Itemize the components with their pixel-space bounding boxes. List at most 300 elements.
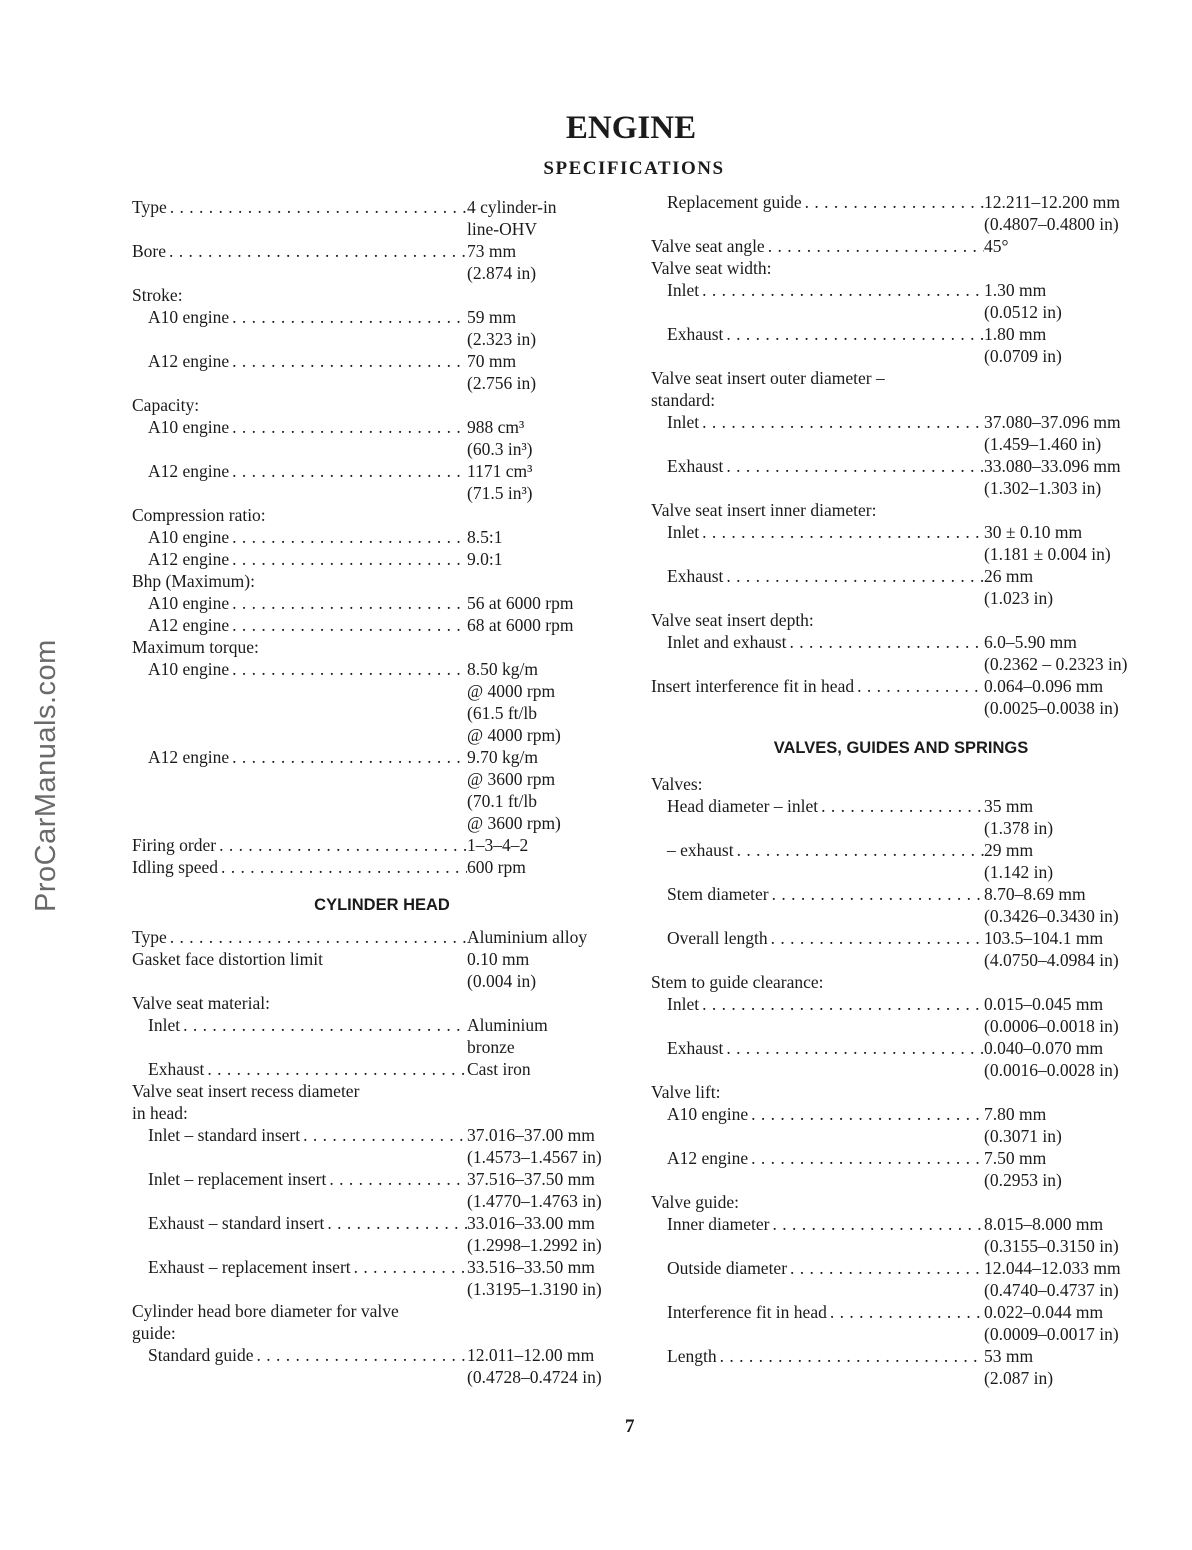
valve-seat-spec-list: [651, 191, 1151, 719]
spec-value: 103.5–104.1 mm: [984, 928, 1104, 948]
spec-value-cell: [467, 1168, 632, 1212]
spec-row: [132, 746, 632, 834]
spec-label: Type: [132, 197, 167, 217]
spec-value: 6.0–5.90 mm: [984, 632, 1077, 652]
spec-label-cell: [651, 675, 984, 719]
leader-dots: [170, 196, 467, 240]
leader-dots: [219, 834, 467, 856]
spec-value: 12.211–12.200 mm: [984, 192, 1120, 212]
spec-label-cell: [132, 926, 467, 948]
leader-dots: [726, 565, 984, 609]
spec-row: [132, 1212, 632, 1256]
spec-label-cell: [132, 1124, 467, 1168]
spec-value: (1.3195–1.3190 in): [467, 1279, 602, 1299]
spec-label: A10 engine: [148, 417, 230, 437]
leader-dots: [327, 1212, 467, 1256]
leader-dots: [183, 1014, 467, 1058]
spec-value: (0.0512 in): [984, 302, 1062, 322]
spec-group-heading: Valves:: [651, 774, 703, 794]
spec-row: [132, 196, 632, 240]
spec-value: 12.044–12.033 mm: [984, 1258, 1121, 1278]
spec-label-cell: [132, 856, 467, 878]
leader-dots: [702, 279, 984, 323]
leader-dots: [232, 350, 467, 394]
spec-label: Inlet: [667, 412, 700, 432]
spec-group-heading: Valve seat width:: [651, 258, 772, 278]
spec-value-cell: [467, 1058, 632, 1080]
spec-value: (0.0006–0.0018 in): [984, 1016, 1119, 1036]
spec-label-cell: [651, 1037, 984, 1081]
spec-label: A10 engine: [667, 1104, 749, 1124]
spec-value: 7.80 mm: [984, 1104, 1047, 1124]
spec-label-cell: [651, 323, 984, 367]
spec-label-cell: [651, 191, 984, 235]
leader-dots: [726, 1037, 984, 1081]
spec-value-cell: [984, 1345, 1151, 1389]
spec-value: (1.302–1.303 in): [984, 478, 1102, 498]
spec-value-cell: [467, 350, 632, 394]
leader-dots: [790, 631, 984, 675]
spec-value: (0.3155–0.3150 in): [984, 1236, 1119, 1256]
spec-label: Standard guide: [148, 1345, 254, 1365]
spec-label-cell: [132, 834, 467, 856]
spec-group-heading: in head:: [132, 1103, 188, 1123]
spec-label: Exhaust: [667, 1038, 724, 1058]
spec-row: [651, 235, 1151, 257]
spec-label: A10 engine: [148, 527, 230, 547]
spec-value: (0.2953 in): [984, 1170, 1062, 1190]
spec-label-cell: [132, 1014, 467, 1058]
leader-dots: [170, 926, 467, 948]
spec-value: (0.004 in): [467, 971, 537, 991]
spec-value-cell: [984, 565, 1151, 609]
leader-dots: [726, 455, 984, 499]
leader-dots: [232, 416, 467, 460]
spec-group-heading: Valve guide:: [651, 1192, 739, 1212]
spec-value: 8.70–8.69 mm: [984, 884, 1086, 904]
spec-label: Gasket face distortion limit: [132, 949, 323, 969]
spec-row: [132, 240, 632, 284]
spec-label: A10 engine: [148, 659, 230, 679]
spec-value: 37.016–37.00 mm: [467, 1125, 595, 1145]
spec-label: Exhaust: [667, 566, 724, 586]
spec-label-cell: [132, 548, 467, 570]
spec-value: bronze: [467, 1037, 515, 1057]
leader-dots: [790, 1257, 984, 1301]
spec-value: (1.181 ± 0.004 in): [984, 544, 1111, 564]
spec-value: 73 mm: [467, 241, 517, 261]
spec-row: [651, 839, 1151, 883]
spec-group-heading: Valve seat insert inner diameter:: [651, 500, 877, 520]
spec-label: Inlet: [667, 280, 700, 300]
leader-dots: [256, 1344, 467, 1388]
spec-value: 600 rpm: [467, 857, 526, 877]
spec-label-cell: [651, 1301, 984, 1345]
leader-dots: [221, 856, 467, 878]
spec-value: (0.0025–0.0038 in): [984, 698, 1119, 718]
spec-value: line-OHV: [467, 219, 537, 239]
spec-value-cell: [467, 1256, 632, 1300]
spec-row: [132, 948, 632, 992]
spec-label: A10 engine: [148, 307, 230, 327]
leader-dots: [232, 658, 467, 746]
spec-value: 4 cylinder-in: [467, 197, 557, 217]
spec-value-cell: [984, 993, 1151, 1037]
spec-value-cell: [984, 1037, 1151, 1081]
spec-value: (2.756 in): [467, 373, 537, 393]
spec-value-cell: [467, 240, 632, 284]
spec-value: Aluminium: [467, 1015, 548, 1035]
watermark-text: ProCarManuals.com: [30, 639, 62, 912]
spec-row: [132, 416, 632, 460]
spec-label-cell: [132, 1058, 467, 1080]
spec-value: Aluminium alloy: [467, 927, 588, 947]
spec-group-heading: Maximum torque:: [132, 637, 259, 657]
spec-group-heading: Compression ratio:: [132, 505, 266, 525]
spec-value: 56 at 6000 rpm: [467, 593, 574, 613]
spec-value-cell: [467, 416, 632, 460]
spec-group-heading: Stem to guide clearance:: [651, 972, 824, 992]
spec-value: (1.142 in): [984, 862, 1054, 882]
spec-value: (1.023 in): [984, 588, 1054, 608]
leader-dots: [232, 614, 467, 636]
leader-dots: [702, 993, 984, 1037]
spec-label: Exhaust – replacement insert: [148, 1257, 351, 1277]
spec-label: Inlet: [667, 994, 700, 1014]
leader-dots: [232, 306, 467, 350]
spec-value: 53 mm: [984, 1346, 1034, 1366]
spec-value: 8.015–8.000 mm: [984, 1214, 1104, 1234]
spec-value-cell: [984, 323, 1151, 367]
section-heading-cylinder-head: CYLINDER HEAD: [314, 896, 450, 914]
spec-value: 0.040–0.070 mm: [984, 1038, 1104, 1058]
spec-value: 7.50 mm: [984, 1148, 1047, 1168]
spec-group-heading: Valve lift:: [651, 1082, 721, 1102]
spec-label-cell: [651, 631, 984, 675]
spec-value-cell: [467, 926, 632, 948]
spec-label: A12 engine: [148, 351, 230, 371]
leader-dots: [303, 1124, 467, 1168]
spec-value: (0.3426–0.3430 in): [984, 906, 1119, 926]
leader-dots: [830, 1301, 984, 1345]
spec-value-cell: [467, 1014, 632, 1058]
spec-row: [651, 1037, 1151, 1081]
spec-label-cell: [132, 1212, 467, 1256]
spec-value: (0.3071 in): [984, 1126, 1062, 1146]
spec-label: Exhaust: [148, 1059, 205, 1079]
leader-dots: [354, 1256, 467, 1300]
spec-value: 0.022–0.044 mm: [984, 1302, 1104, 1322]
spec-label-cell: [651, 1147, 984, 1191]
general-spec-list: [132, 196, 632, 878]
spec-value-cell: [984, 1147, 1151, 1191]
spec-value-cell: [467, 196, 632, 240]
spec-row: [132, 1344, 632, 1388]
spec-label: A12 engine: [148, 549, 230, 569]
spec-value: (1.459–1.460 in): [984, 434, 1102, 454]
spec-value: (1.378 in): [984, 818, 1054, 838]
spec-value-cell: [467, 834, 632, 856]
spec-label: Inlet and exhaust: [667, 632, 787, 652]
spec-value-cell: [984, 1301, 1151, 1345]
spec-value: (0.4740–0.4737 in): [984, 1280, 1119, 1300]
leader-dots: [329, 1168, 467, 1212]
spec-group-heading: Stroke:: [132, 285, 183, 305]
leader-dots: [768, 235, 984, 257]
leader-dots: [702, 411, 984, 455]
spec-value: 8.50 kg/m: [467, 659, 538, 679]
spec-row: [651, 1257, 1151, 1301]
spec-row: [132, 658, 632, 746]
spec-label-cell: [651, 1213, 984, 1257]
spec-label-cell: [132, 416, 467, 460]
spec-row: [132, 1168, 632, 1212]
spec-value: 29 mm: [984, 840, 1034, 860]
spec-label-cell: [651, 993, 984, 1037]
spec-row: [651, 565, 1151, 609]
leader-dots: [772, 883, 984, 927]
spec-label-cell: [132, 658, 467, 746]
spec-value: (0.2362 – 0.2323 in): [984, 654, 1128, 674]
spec-group-heading: Bhp (Maximum):: [132, 571, 255, 591]
spec-label-cell: [132, 460, 467, 504]
spec-label: Outside diameter: [667, 1258, 788, 1278]
spec-label: Firing order: [132, 835, 217, 855]
spec-label: Valve seat angle: [651, 236, 765, 256]
spec-value-cell: [984, 839, 1151, 883]
spec-value-cell: [467, 948, 632, 992]
spec-value: 0.10 mm: [467, 949, 530, 969]
left-column: [132, 196, 632, 1388]
right-column: [651, 191, 1151, 1389]
spec-value-cell: [467, 746, 632, 834]
spec-value: Cast iron: [467, 1059, 531, 1079]
spec-value-cell: [984, 795, 1151, 839]
spec-value-cell: [467, 1124, 632, 1168]
spec-row: [651, 1345, 1151, 1389]
spec-label: A12 engine: [667, 1148, 749, 1168]
leader-dots: [720, 1345, 984, 1389]
spec-value: 8.5:1: [467, 527, 503, 547]
leader-dots: [771, 927, 984, 971]
spec-label-cell: [651, 1103, 984, 1147]
spec-row: [651, 993, 1151, 1037]
spec-value: 9.0:1: [467, 549, 503, 569]
spec-label-cell: [132, 306, 467, 350]
spec-group-heading: Capacity:: [132, 395, 200, 415]
spec-row: [132, 614, 632, 636]
leader-dots: [751, 1147, 984, 1191]
spec-value: 9.70 kg/m: [467, 747, 538, 767]
leader-dots: [207, 1058, 467, 1080]
spec-value: (0.0709 in): [984, 346, 1062, 366]
spec-row: [132, 1014, 632, 1058]
spec-row: [651, 191, 1151, 235]
spec-value-cell: [467, 460, 632, 504]
spec-value: (1.2998–1.2992 in): [467, 1235, 602, 1255]
spec-value: 1.80 mm: [984, 324, 1047, 344]
spec-label-cell: [132, 196, 467, 240]
spec-row: [651, 1301, 1151, 1345]
spec-row: [132, 548, 632, 570]
spec-value: 0.064–0.096 mm: [984, 676, 1104, 696]
spec-value: 1.30 mm: [984, 280, 1047, 300]
spec-row: [651, 279, 1151, 323]
spec-value-cell: [984, 235, 1151, 257]
spec-label-cell: [651, 927, 984, 971]
spec-row: [651, 883, 1151, 927]
spec-value-cell: [984, 883, 1151, 927]
spec-group-heading: Valve seat insert outer diameter –: [651, 368, 885, 388]
spec-label-cell: [651, 839, 984, 883]
spec-label-cell: [651, 235, 984, 257]
spec-row: [132, 350, 632, 394]
spec-label-cell: [651, 883, 984, 927]
leader-dots: [232, 526, 467, 548]
spec-row: [651, 927, 1151, 971]
spec-row: [651, 631, 1151, 675]
spec-label-cell: [132, 1344, 467, 1388]
spec-value-cell: [984, 1213, 1151, 1257]
spec-value: @ 4000 rpm: [467, 681, 556, 701]
leader-dots: [232, 592, 467, 614]
spec-row: [651, 1213, 1151, 1257]
spec-value-cell: [984, 279, 1151, 323]
leader-dots: [232, 548, 467, 570]
spec-group-heading: Cylinder head bore diameter for valve: [132, 1301, 399, 1321]
spec-label: Head diameter – inlet: [667, 796, 819, 816]
spec-value-cell: [467, 658, 632, 746]
spec-value: @ 4000 rpm): [467, 725, 561, 745]
spec-row: [651, 675, 1151, 719]
leader-dots: [857, 675, 984, 719]
spec-row: [132, 926, 632, 948]
spec-label: Inlet: [148, 1015, 181, 1035]
spec-label-cell: [132, 240, 467, 284]
spec-label-cell: [132, 526, 467, 548]
leader-dots: [773, 1213, 984, 1257]
spec-label-cell: [651, 1257, 984, 1301]
spec-value: 33.516–33.50 mm: [467, 1257, 595, 1277]
spec-label-cell: [651, 455, 984, 499]
spec-value: (0.4728–0.4724 in): [467, 1367, 602, 1387]
spec-label-cell: [132, 1256, 467, 1300]
spec-group-heading: Valve seat insert recess diameter: [132, 1081, 360, 1101]
spec-label-cell: [132, 614, 467, 636]
spec-label: Exhaust: [667, 456, 724, 476]
section-heading-valves: VALVES, GUIDES AND SPRINGS: [773, 739, 1029, 757]
spec-row: [132, 1058, 632, 1080]
spec-label: – exhaust: [667, 840, 734, 860]
spec-value-cell: [467, 856, 632, 878]
spec-label: Insert interference fit in head: [651, 676, 855, 696]
spec-label-cell: [651, 795, 984, 839]
leader-dots: [821, 795, 984, 839]
page-number: 7: [625, 1416, 635, 1437]
spec-label: A10 engine: [148, 593, 230, 613]
leader-dots: [232, 460, 467, 504]
page-subtitle: SPECIFICATIONS: [543, 158, 725, 179]
spec-group-heading: Valve seat insert depth:: [651, 610, 814, 630]
page-title: ENGINE: [565, 110, 697, 146]
spec-label: Inlet – replacement insert: [148, 1169, 327, 1189]
spec-value: (0.0009–0.0017 in): [984, 1324, 1119, 1344]
spec-label-cell: [132, 746, 467, 834]
spec-label: Inner diameter: [667, 1214, 770, 1234]
spec-value: 1171 cm³: [467, 461, 533, 481]
spec-row: [651, 521, 1151, 565]
spec-value: (60.3 in³): [467, 439, 533, 459]
spec-row: [651, 323, 1151, 367]
spec-row: [132, 460, 632, 504]
spec-value: 70 mm: [467, 351, 517, 371]
spec-row: [651, 1103, 1151, 1147]
spec-value: 30 ± 0.10 mm: [984, 522, 1083, 542]
spec-label: A12 engine: [148, 615, 230, 635]
spec-label: Bore: [132, 241, 167, 261]
spec-label: Length: [667, 1346, 717, 1366]
spec-row: [132, 592, 632, 614]
spec-label: Replacement guide: [667, 192, 802, 212]
spec-row: [132, 526, 632, 548]
spec-value: (1.4573–1.4567 in): [467, 1147, 602, 1167]
spec-group-heading: guide:: [132, 1323, 176, 1343]
spec-value: 37.080–37.096 mm: [984, 412, 1121, 432]
spec-value: (2.087 in): [984, 1368, 1054, 1388]
spec-value: 59 mm: [467, 307, 517, 327]
spec-label-cell: [651, 279, 984, 323]
spec-row: [651, 1147, 1151, 1191]
spec-value: (4.0750–4.0984 in): [984, 950, 1119, 970]
spec-value-cell: [984, 927, 1151, 971]
spec-label: Exhaust – standard insert: [148, 1213, 325, 1233]
leader-dots: [232, 746, 467, 834]
spec-value: 68 at 6000 rpm: [467, 615, 574, 635]
spec-label-cell: [651, 411, 984, 455]
spec-label-cell: [132, 350, 467, 394]
spec-value: (61.5 ft/lb: [467, 703, 537, 723]
spec-value-cell: [984, 1103, 1151, 1147]
spec-value-cell: [984, 521, 1151, 565]
spec-value-cell: [467, 592, 632, 614]
spec-label-cell: [132, 1168, 467, 1212]
spec-label-cell: [132, 948, 467, 992]
spec-label-cell: [651, 565, 984, 609]
spec-group-heading: Valve seat material:: [132, 993, 270, 1013]
spec-value-cell: [467, 526, 632, 548]
spec-label: Idling speed: [132, 857, 219, 877]
spec-value-cell: [467, 614, 632, 636]
leader-dots: [702, 521, 984, 565]
spec-label: Overall length: [667, 928, 768, 948]
spec-value-cell: [984, 675, 1151, 719]
spec-value: (1.4770–1.4763 in): [467, 1191, 602, 1211]
spec-value-cell: [467, 1212, 632, 1256]
spec-value-cell: [984, 191, 1151, 235]
spec-value-cell: [984, 1257, 1151, 1301]
cylinder-head-spec-list: [132, 926, 632, 1388]
spec-value: 33.080–33.096 mm: [984, 456, 1121, 476]
spec-value: 0.015–0.045 mm: [984, 994, 1104, 1014]
leader-dots: [726, 323, 984, 367]
spec-value: 12.011–12.00 mm: [467, 1345, 595, 1365]
spec-row: [651, 795, 1151, 839]
spec-value: @ 3600 rpm: [467, 769, 556, 789]
spec-value: 33.016–33.00 mm: [467, 1213, 595, 1233]
spec-value-cell: [984, 455, 1151, 499]
spec-value: 35 mm: [984, 796, 1034, 816]
spec-value-cell: [984, 631, 1151, 675]
